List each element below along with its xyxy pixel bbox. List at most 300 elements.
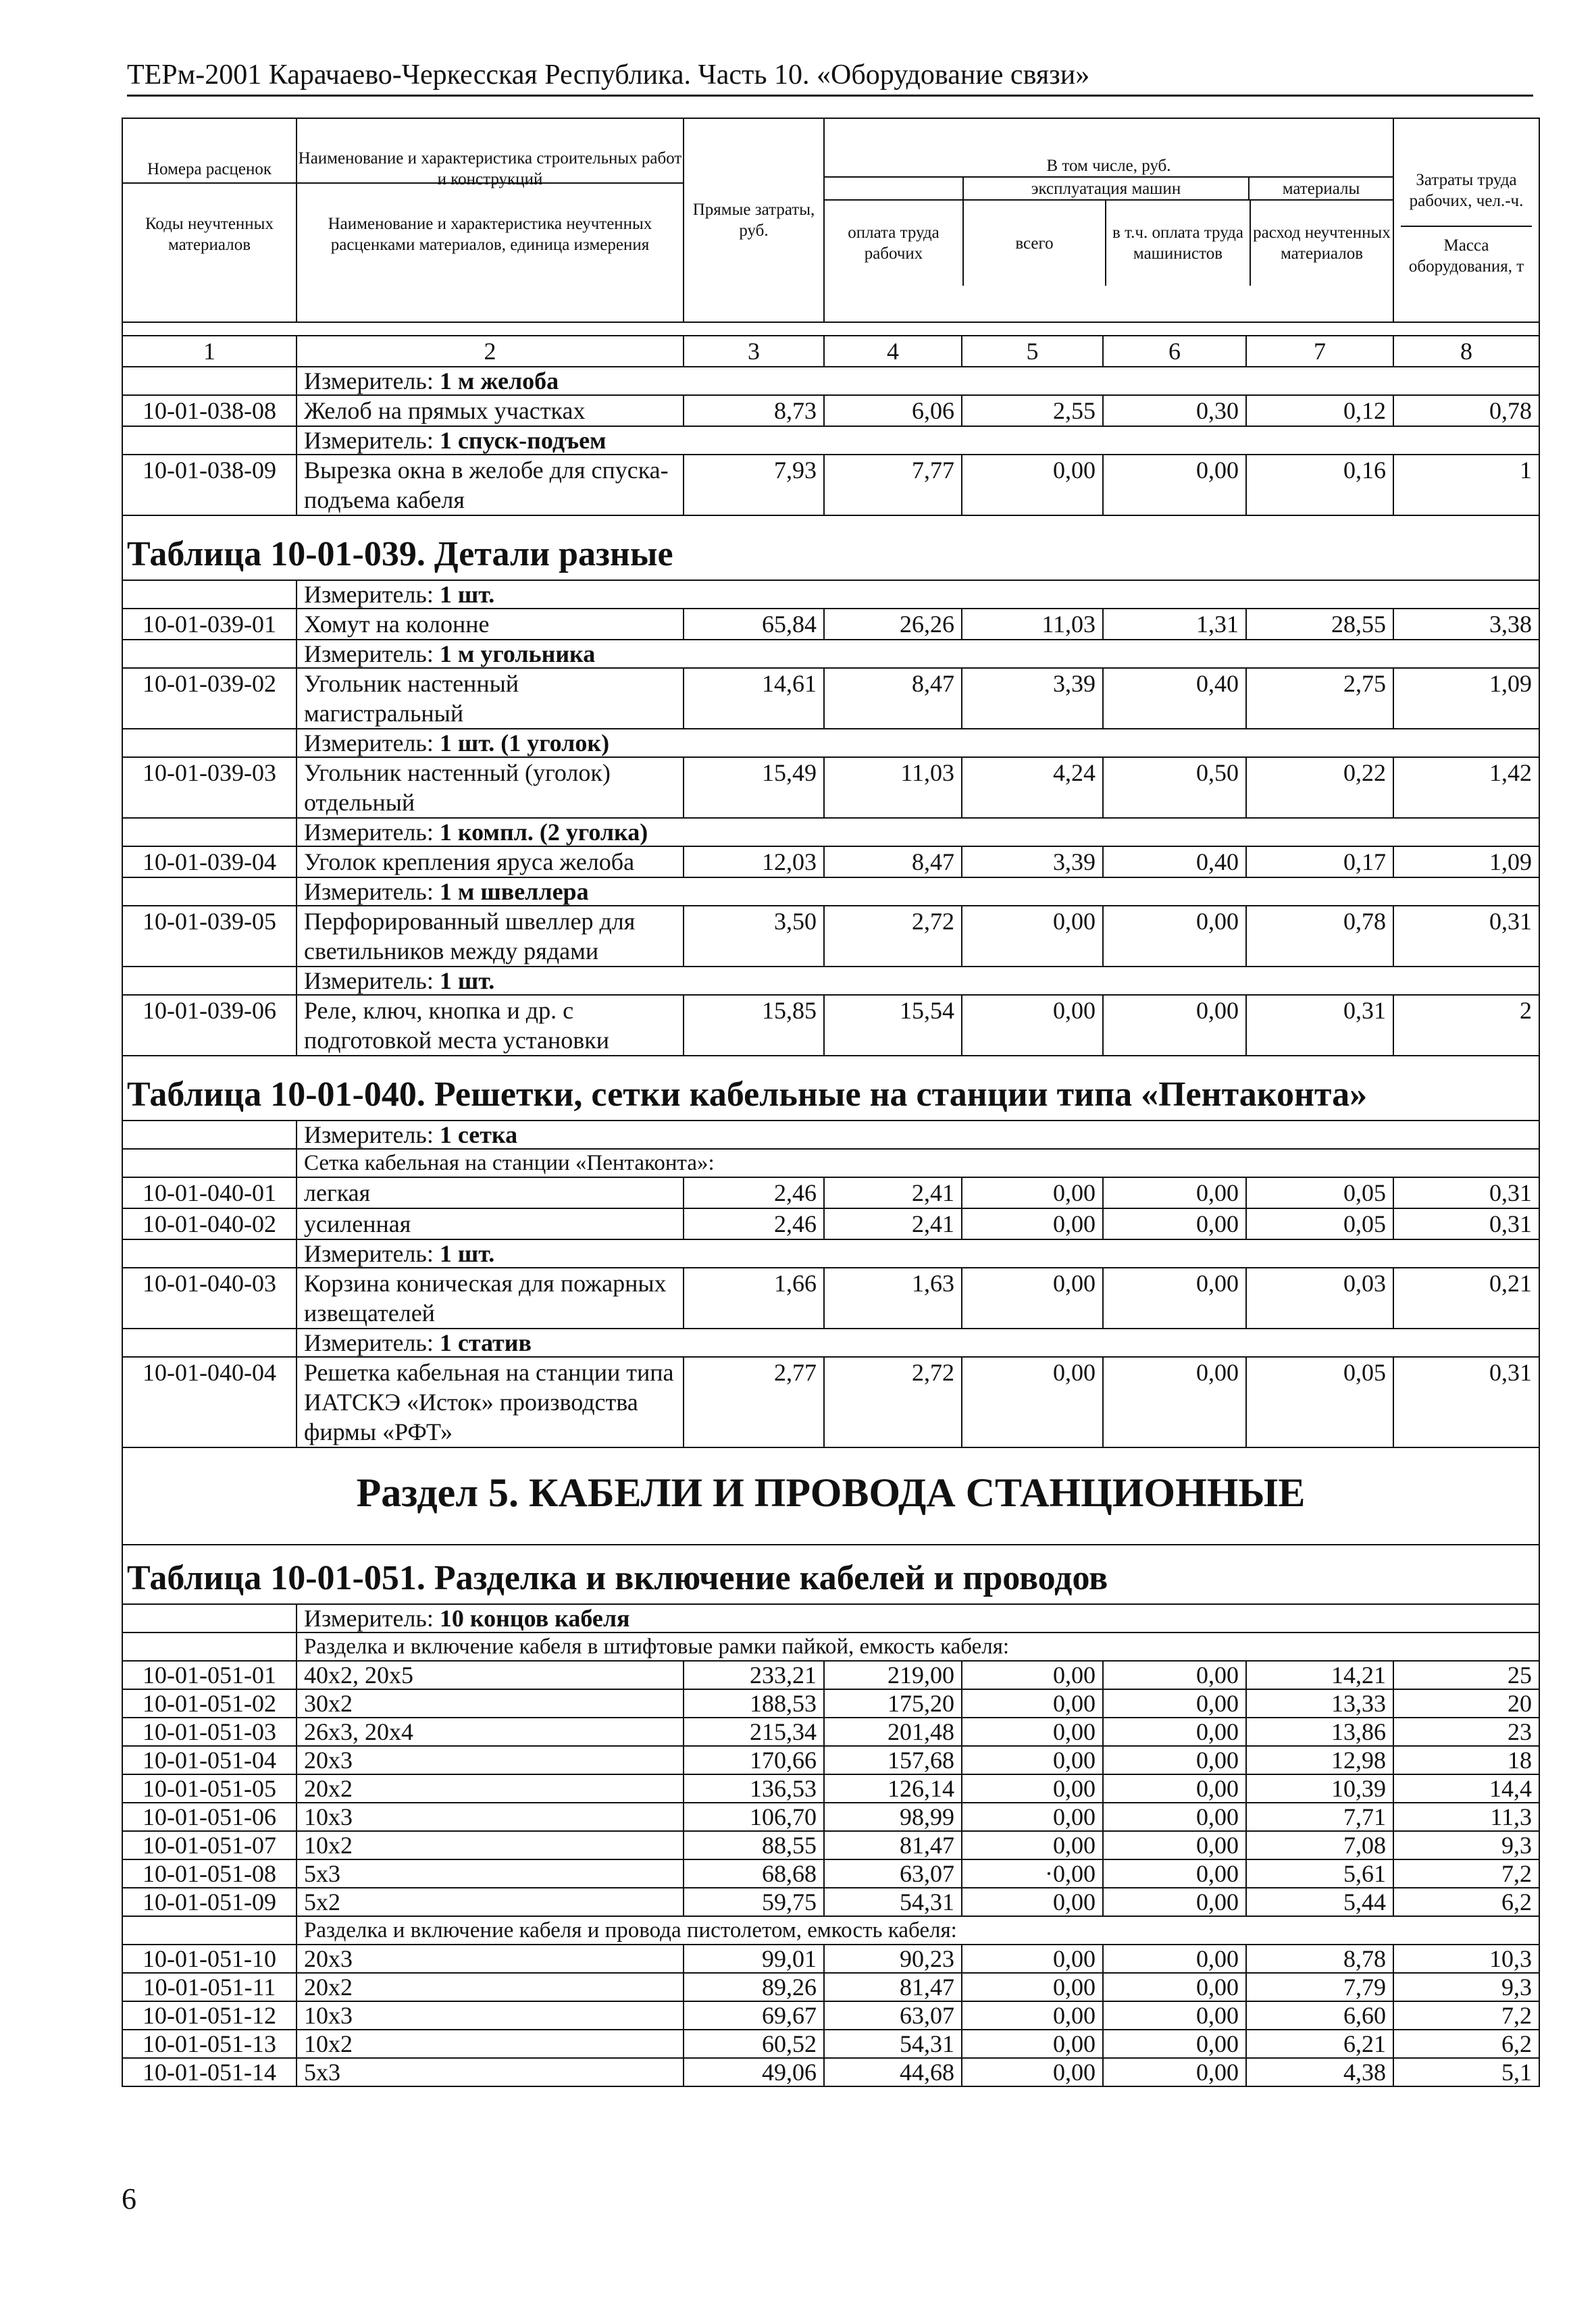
labor-pay: 54,31 xyxy=(824,1888,962,1916)
measure-unit: 1 сетка xyxy=(439,1121,518,1148)
machines-total: 0,00 xyxy=(962,1357,1103,1447)
col-num: 3 xyxy=(684,336,824,367)
machines-total: 0,00 xyxy=(962,2001,1103,2030)
labor-hours: 25 xyxy=(1393,1661,1539,1689)
direct-cost: 3,50 xyxy=(684,906,824,967)
machines-total: 0,00 xyxy=(962,906,1103,967)
measure-unit-text xyxy=(297,1329,1539,1357)
materials-cost: 0,05 xyxy=(1246,1357,1393,1447)
labor-hours: 7,2 xyxy=(1393,2001,1539,2030)
direct-cost: 170,66 xyxy=(684,1746,824,1774)
labor-pay: 7,77 xyxy=(824,455,962,515)
measure-label: Измеритель: xyxy=(304,1605,440,1632)
mass-label: Масса оборудования, т xyxy=(1408,236,1524,276)
name-header-bottom: Наименование и характеристика неучтенных расценками материалов, единица измерения xyxy=(328,215,652,254)
table-header xyxy=(122,118,1539,367)
table-row xyxy=(122,1888,1539,1916)
labor-hours: 9,3 xyxy=(1393,1831,1539,1859)
measure-unit-text xyxy=(297,818,1539,846)
measure-unit: 1 м угольника xyxy=(439,640,596,667)
labor-pay: 98,99 xyxy=(824,1803,962,1831)
machines-total: 0,00 xyxy=(962,1746,1103,1774)
rate-code: 10-01-051-06 xyxy=(122,1803,297,1831)
materials-cost: 5,44 xyxy=(1246,1888,1393,1916)
materials-cost: 0,17 xyxy=(1246,846,1393,877)
direct-cost: 15,85 xyxy=(684,995,824,1056)
measure-row xyxy=(122,367,1539,395)
labor-hours: 10,3 xyxy=(1393,1945,1539,1973)
rate-name: 20x2 xyxy=(297,1973,684,2001)
machines-total: 0,00 xyxy=(962,1177,1103,1208)
measure-unit: 1 шт. xyxy=(439,1240,495,1267)
labor-pay: 6,06 xyxy=(824,395,962,426)
labor-pay: 2,72 xyxy=(824,906,962,967)
table-row xyxy=(122,1774,1539,1803)
table-row xyxy=(122,2058,1539,2086)
machines-total: 0,00 xyxy=(962,2030,1103,2058)
direct-cost: 59,75 xyxy=(684,1888,824,1916)
labor-hours: 1,09 xyxy=(1393,668,1539,729)
group-heading: Разделка и включение кабеля и провода пистолетом, емкость кабеля: xyxy=(297,1916,1539,1945)
measure-unit: 1 шт. xyxy=(439,581,495,608)
machines-total: 0,00 xyxy=(962,1888,1103,1916)
measure-label: Измеритель: xyxy=(304,729,440,756)
machinists-pay: 0,00 xyxy=(1103,1661,1246,1689)
materials-cost: 5,61 xyxy=(1246,1859,1393,1888)
col-num: 4 xyxy=(824,336,962,367)
table-row xyxy=(122,1803,1539,1831)
measure-row xyxy=(122,818,1539,846)
materials-cost: 0,22 xyxy=(1246,757,1393,818)
labor-hours: 14,4 xyxy=(1393,1774,1539,1803)
materials-cost: 7,79 xyxy=(1246,1973,1393,2001)
table-row xyxy=(122,2001,1539,2030)
name-header-top: Наименование и характеристика строительных работ и конструкций xyxy=(298,149,682,188)
direct-cost: 88,55 xyxy=(684,1831,824,1859)
machines-total: 0,00 xyxy=(962,2058,1103,2086)
labor-pay: 63,07 xyxy=(824,2001,962,2030)
table-row xyxy=(122,395,1539,426)
measure-row xyxy=(122,426,1539,455)
labor-hours: 11,3 xyxy=(1393,1803,1539,1831)
rate-name: 30x2 xyxy=(297,1689,684,1718)
labor-hours: 2 xyxy=(1393,995,1539,1056)
labor-pay: 126,14 xyxy=(824,1774,962,1803)
measure-unit-text xyxy=(297,426,1539,455)
labor-hours: 20 xyxy=(1393,1689,1539,1718)
machines-total: ·0,00 xyxy=(962,1859,1103,1888)
labor-hours: 23 xyxy=(1393,1718,1539,1746)
rate-code: 10-01-051-03 xyxy=(122,1718,297,1746)
measure-row xyxy=(122,1604,1539,1632)
rate-name: Вырезка окна в желобе для спуска-подъема кабеля xyxy=(297,455,684,515)
rate-code: 10-01-040-04 xyxy=(122,1357,297,1447)
measure-label: Измеритель: xyxy=(304,1240,440,1267)
machinists-pay: 0,40 xyxy=(1103,846,1246,877)
materials-cost: 8,78 xyxy=(1246,1945,1393,1973)
measure-unit-text xyxy=(297,877,1539,906)
rate-code: 10-01-038-08 xyxy=(122,395,297,426)
measure-unit: 1 м желоба xyxy=(439,367,559,394)
labor-hours: 18 xyxy=(1393,1746,1539,1774)
measure-unit-text xyxy=(297,967,1539,995)
group-heading-row xyxy=(122,1916,1539,1945)
direct-cost: 68,68 xyxy=(684,1859,824,1888)
measure-unit-text xyxy=(297,640,1539,668)
page-header: ТЕРм-2001 Карачаево-Черкесская Республика. Часть 10. «Оборудование связи» xyxy=(127,58,1533,97)
materials-cost: 7,71 xyxy=(1246,1803,1393,1831)
materials-cost: 6,60 xyxy=(1246,2001,1393,2030)
table-body xyxy=(122,367,1539,2086)
codes-header-top: Номера расценок xyxy=(123,155,296,184)
table-title: Таблица 10-01-040. Решетки, сетки кабельные на станции типа «Пентаконта» xyxy=(122,1056,1539,1121)
measure-unit-text xyxy=(297,1121,1539,1149)
measure-label: Измеритель: xyxy=(304,427,440,454)
direct-cost: 7,93 xyxy=(684,455,824,515)
table-row xyxy=(122,2030,1539,2058)
measure-unit: 1 компл. (2 уголка) xyxy=(439,819,648,846)
measure-row xyxy=(122,640,1539,668)
labor-hours: 3,38 xyxy=(1393,609,1539,640)
rate-name: Перфорированный швеллер для светильников между рядами xyxy=(297,906,684,967)
rate-name: 5x2 xyxy=(297,1888,684,1916)
labor-pay: 81,47 xyxy=(824,1831,962,1859)
rate-name: 10x3 xyxy=(297,2001,684,2030)
direct-cost: 8,73 xyxy=(684,395,824,426)
table-row xyxy=(122,757,1539,818)
labor-hours: 1,09 xyxy=(1393,846,1539,877)
machinists-pay: 0,40 xyxy=(1103,668,1246,729)
rate-name: 5x3 xyxy=(297,2058,684,2086)
col-num: 2 xyxy=(297,336,684,367)
rate-code: 10-01-051-07 xyxy=(122,1831,297,1859)
measure-label: Измеритель: xyxy=(304,367,440,394)
materials-cost: 2,75 xyxy=(1246,668,1393,729)
direct-cost: 69,67 xyxy=(684,2001,824,2030)
machinists-pay: 0,30 xyxy=(1103,395,1246,426)
rate-code: 10-01-039-04 xyxy=(122,846,297,877)
labor-hours: 0,78 xyxy=(1393,395,1539,426)
direct-cost: 15,49 xyxy=(684,757,824,818)
rate-code: 10-01-051-12 xyxy=(122,2001,297,2030)
machines-total: 0,00 xyxy=(962,1945,1103,1973)
table-title-row xyxy=(122,1545,1539,1604)
direct-cost: 188,53 xyxy=(684,1689,824,1718)
rate-name: 10x2 xyxy=(297,1831,684,1859)
table-row xyxy=(122,995,1539,1056)
group-heading-row xyxy=(122,1149,1539,1177)
col-num: 8 xyxy=(1393,336,1539,367)
machines-header: эксплуатация машин xyxy=(964,178,1250,199)
machinists-pay: 0,00 xyxy=(1103,1859,1246,1888)
rate-code: 10-01-051-14 xyxy=(122,2058,297,2086)
machinists-pay: 0,50 xyxy=(1103,757,1246,818)
measure-unit-text xyxy=(297,367,1539,395)
rate-code: 10-01-051-04 xyxy=(122,1746,297,1774)
labor-hours: 6,2 xyxy=(1393,1888,1539,1916)
materials-cost: 6,21 xyxy=(1246,2030,1393,2058)
table-row xyxy=(122,1357,1539,1447)
rate-code: 10-01-051-05 xyxy=(122,1774,297,1803)
table-row xyxy=(122,1718,1539,1746)
machines-total: 3,39 xyxy=(962,846,1103,877)
page-number: 6 xyxy=(122,2182,136,2215)
group-heading-row xyxy=(122,1632,1539,1661)
col-num: 5 xyxy=(962,336,1103,367)
direct-cost: 89,26 xyxy=(684,1973,824,2001)
direct-cost: 2,46 xyxy=(684,1177,824,1208)
measure-unit: 10 концов кабеля xyxy=(439,1605,630,1632)
materials-cost: 0,78 xyxy=(1246,906,1393,967)
machinists-pay: 0,00 xyxy=(1103,1268,1246,1329)
rate-code: 10-01-051-01 xyxy=(122,1661,297,1689)
table-row xyxy=(122,455,1539,515)
labor-hours: 0,31 xyxy=(1393,1177,1539,1208)
table-row xyxy=(122,1973,1539,2001)
rate-name: Реле, ключ, кнопка и др. с подготовкой места установки xyxy=(297,995,684,1056)
machinists-pay: 0,00 xyxy=(1103,1774,1246,1803)
measure-unit: 1 спуск-подъем xyxy=(439,427,607,454)
materials-cost: 13,33 xyxy=(1246,1689,1393,1718)
direct-cost: 2,46 xyxy=(684,1208,824,1239)
table-title: Таблица 10-01-051. Разделка и включение кабелей и проводов xyxy=(122,1545,1539,1604)
labor-pay: 15,54 xyxy=(824,995,962,1056)
machines-total: 0,00 xyxy=(962,1803,1103,1831)
table-row xyxy=(122,1689,1539,1718)
table-row xyxy=(122,1208,1539,1239)
direct-cost: 2,77 xyxy=(684,1357,824,1447)
labor-pay: 26,26 xyxy=(824,609,962,640)
materials-cost: 28,55 xyxy=(1246,609,1393,640)
measure-label: Измеритель: xyxy=(304,1329,440,1356)
machines-total: 0,00 xyxy=(962,1973,1103,2001)
measure-label: Измеритель: xyxy=(304,967,440,994)
rate-code: 10-01-051-13 xyxy=(122,2030,297,2058)
col-num: 6 xyxy=(1103,336,1246,367)
rate-name: 5x3 xyxy=(297,1859,684,1888)
rates-table xyxy=(122,118,1540,2087)
labor-pay: 157,68 xyxy=(824,1746,962,1774)
measure-unit: 1 статив xyxy=(439,1329,532,1356)
machinists-pay: 0,00 xyxy=(1103,455,1246,515)
labor-hours: 1,42 xyxy=(1393,757,1539,818)
machinists-pay: 0,00 xyxy=(1103,1973,1246,2001)
materials-header: материалы xyxy=(1282,179,1360,198)
labor-hours: 0,31 xyxy=(1393,1357,1539,1447)
section-title-row xyxy=(122,1447,1539,1545)
machinists-pay: 0,00 xyxy=(1103,2001,1246,2030)
direct-cost: 49,06 xyxy=(684,2058,824,2086)
rate-name: 20x2 xyxy=(297,1774,684,1803)
labor-hours: 5,1 xyxy=(1393,2058,1539,2086)
labor-pay: 44,68 xyxy=(824,2058,962,2086)
labor-hours: 6,2 xyxy=(1393,2030,1539,2058)
measure-row xyxy=(122,580,1539,609)
machines-total: 0,00 xyxy=(962,1831,1103,1859)
direct-cost: 14,61 xyxy=(684,668,824,729)
labor-cost-header xyxy=(1393,118,1539,322)
col-num: 7 xyxy=(1246,336,1393,367)
labor-pay: 90,23 xyxy=(824,1945,962,1973)
labor-pay: 11,03 xyxy=(824,757,962,818)
labor-pay: 219,00 xyxy=(824,1661,962,1689)
table-title: Таблица 10-01-039. Детали разные xyxy=(122,515,1539,580)
rate-name: 10x3 xyxy=(297,1803,684,1831)
machinists-pay: 1,31 xyxy=(1103,609,1246,640)
section-title: Раздел 5. КАБЕЛИ И ПРОВОДА СТАНЦИОННЫЕ xyxy=(122,1447,1539,1545)
measure-unit-text xyxy=(297,1604,1539,1632)
rate-name: Угольник настенный (уголок) отдельный xyxy=(297,757,684,818)
labor-pay: 54,31 xyxy=(824,2030,962,2058)
rate-code: 10-01-051-11 xyxy=(122,1973,297,2001)
rate-code: 10-01-040-01 xyxy=(122,1177,297,1208)
machinists-pay: 0,00 xyxy=(1103,1888,1246,1916)
col-num: 1 xyxy=(122,336,297,367)
name-header xyxy=(297,118,684,322)
direct-cost: 12,03 xyxy=(684,846,824,877)
rate-name: легкая xyxy=(297,1177,684,1208)
rate-name: Желоб на прямых участках xyxy=(297,395,684,426)
materials-cost: 0,05 xyxy=(1246,1177,1393,1208)
materials-cost: 0,05 xyxy=(1246,1208,1393,1239)
machinists-pay: 0,00 xyxy=(1103,1689,1246,1718)
materials-cost: 0,16 xyxy=(1246,455,1393,515)
rate-name: Решетка кабельная на станции типа ИАТСКЭ «Исток» производства фирмы «РФТ» xyxy=(297,1357,684,1447)
direct-cost: 60,52 xyxy=(684,2030,824,2058)
rate-name: Хомут на колонне xyxy=(297,609,684,640)
machinists-pay: 0,00 xyxy=(1103,1177,1246,1208)
measure-unit-text xyxy=(297,580,1539,609)
measure-row xyxy=(122,877,1539,906)
measure-unit-text xyxy=(297,729,1539,757)
rate-name: усиленная xyxy=(297,1208,684,1239)
materials-sub-header: расход неучтенных материалов xyxy=(1253,224,1391,263)
table-title-row xyxy=(122,1056,1539,1121)
machines-total: 0,00 xyxy=(962,1718,1103,1746)
machines-total: 0,00 xyxy=(962,1774,1103,1803)
machines-total: 0,00 xyxy=(962,1661,1103,1689)
rate-name: 40x2, 20x5 xyxy=(297,1661,684,1689)
machines-total: 2,55 xyxy=(962,395,1103,426)
machinists-pay: 0,00 xyxy=(1103,995,1246,1056)
group-heading: Сетка кабельная на станции «Пентаконта»: xyxy=(297,1149,1539,1177)
labor-hours: 1 xyxy=(1393,455,1539,515)
measure-label: Измеритель: xyxy=(304,878,440,905)
table-row xyxy=(122,1831,1539,1859)
machines-incl-header: в т.ч. оплата труда машинистов xyxy=(1106,201,1251,286)
machines-total: 11,03 xyxy=(962,609,1103,640)
machinists-pay: 0,00 xyxy=(1103,2058,1246,2086)
rate-code: 10-01-051-08 xyxy=(122,1859,297,1888)
materials-cost: 7,08 xyxy=(1246,1831,1393,1859)
rate-code: 10-01-038-09 xyxy=(122,455,297,515)
direct-cost: 65,84 xyxy=(684,609,824,640)
labor-pay: 8,47 xyxy=(824,668,962,729)
machinists-pay: 0,00 xyxy=(1103,1803,1246,1831)
table-row xyxy=(122,1945,1539,1973)
machines-total: 0,00 xyxy=(962,1689,1103,1718)
materials-cost: 0,03 xyxy=(1246,1268,1393,1329)
labor-hours: 9,3 xyxy=(1393,1973,1539,2001)
labor-hours: 7,2 xyxy=(1393,1859,1539,1888)
incl-header xyxy=(824,118,1393,322)
direct-header: Прямые затраты, руб. xyxy=(684,118,824,322)
measure-row xyxy=(122,1121,1539,1149)
machines-total: 0,00 xyxy=(962,455,1103,515)
rate-code: 10-01-040-02 xyxy=(122,1208,297,1239)
measure-unit-text xyxy=(297,1239,1539,1268)
table-row xyxy=(122,1177,1539,1208)
labor-pay: 2,72 xyxy=(824,1357,962,1447)
measure-label: Измеритель: xyxy=(304,581,440,608)
labor-pay: 2,41 xyxy=(824,1208,962,1239)
table-row xyxy=(122,668,1539,729)
direct-cost: 136,53 xyxy=(684,1774,824,1803)
materials-cost: 14,21 xyxy=(1246,1661,1393,1689)
rate-name: Уголок крепления яруса желоба xyxy=(297,846,684,877)
materials-cost: 0,12 xyxy=(1246,395,1393,426)
direct-cost: 106,70 xyxy=(684,1803,824,1831)
labor-pay: 2,41 xyxy=(824,1177,962,1208)
machinists-pay: 0,00 xyxy=(1103,2030,1246,2058)
measure-unit: 1 м швеллера xyxy=(439,878,589,905)
table-row xyxy=(122,906,1539,967)
labor-header: оплата труда рабочих xyxy=(825,201,964,286)
labor-hours: 0,31 xyxy=(1393,906,1539,967)
rate-code: 10-01-040-03 xyxy=(122,1268,297,1329)
measure-row xyxy=(122,729,1539,757)
labor-hours: 0,31 xyxy=(1393,1208,1539,1239)
labor-pay: 8,47 xyxy=(824,846,962,877)
codes-header-bottom: Коды неучтенных материалов xyxy=(145,215,274,254)
rate-name: 20x3 xyxy=(297,1945,684,1973)
labor-pay: 201,48 xyxy=(824,1718,962,1746)
measure-label: Измеритель: xyxy=(304,640,440,667)
measure-label: Измеритель: xyxy=(304,1121,440,1148)
table-row xyxy=(122,1859,1539,1888)
table-row xyxy=(122,846,1539,877)
machines-total-header: всего xyxy=(964,201,1106,286)
labor-pay: 63,07 xyxy=(824,1859,962,1888)
materials-cost: 4,38 xyxy=(1246,2058,1393,2086)
machinists-pay: 0,00 xyxy=(1103,1945,1246,1973)
materials-cost: 13,86 xyxy=(1246,1718,1393,1746)
measure-row xyxy=(122,1239,1539,1268)
labor-pay: 175,20 xyxy=(824,1689,962,1718)
direct-cost: 233,21 xyxy=(684,1661,824,1689)
machines-total: 0,00 xyxy=(962,1208,1103,1239)
rate-name: 10x2 xyxy=(297,2030,684,2058)
machines-total: 0,00 xyxy=(962,1268,1103,1329)
codes-header xyxy=(122,118,297,322)
column-numbers-row xyxy=(122,336,1539,367)
machinists-pay: 0,00 xyxy=(1103,1208,1246,1239)
rate-code: 10-01-039-06 xyxy=(122,995,297,1056)
measure-row xyxy=(122,1329,1539,1357)
materials-cost: 12,98 xyxy=(1246,1746,1393,1774)
machines-total: 4,24 xyxy=(962,757,1103,818)
rate-name: 20x3 xyxy=(297,1746,684,1774)
machines-total: 3,39 xyxy=(962,668,1103,729)
rate-code: 10-01-039-02 xyxy=(122,668,297,729)
rate-name: Корзина коническая для пожарных извещателей xyxy=(297,1268,684,1329)
direct-cost: 99,01 xyxy=(684,1945,824,1973)
rate-name: 26x3, 20x4 xyxy=(297,1718,684,1746)
rate-code: 10-01-039-03 xyxy=(122,757,297,818)
direct-cost: 1,66 xyxy=(684,1268,824,1329)
labor-hours: 0,21 xyxy=(1393,1268,1539,1329)
table-row xyxy=(122,609,1539,640)
